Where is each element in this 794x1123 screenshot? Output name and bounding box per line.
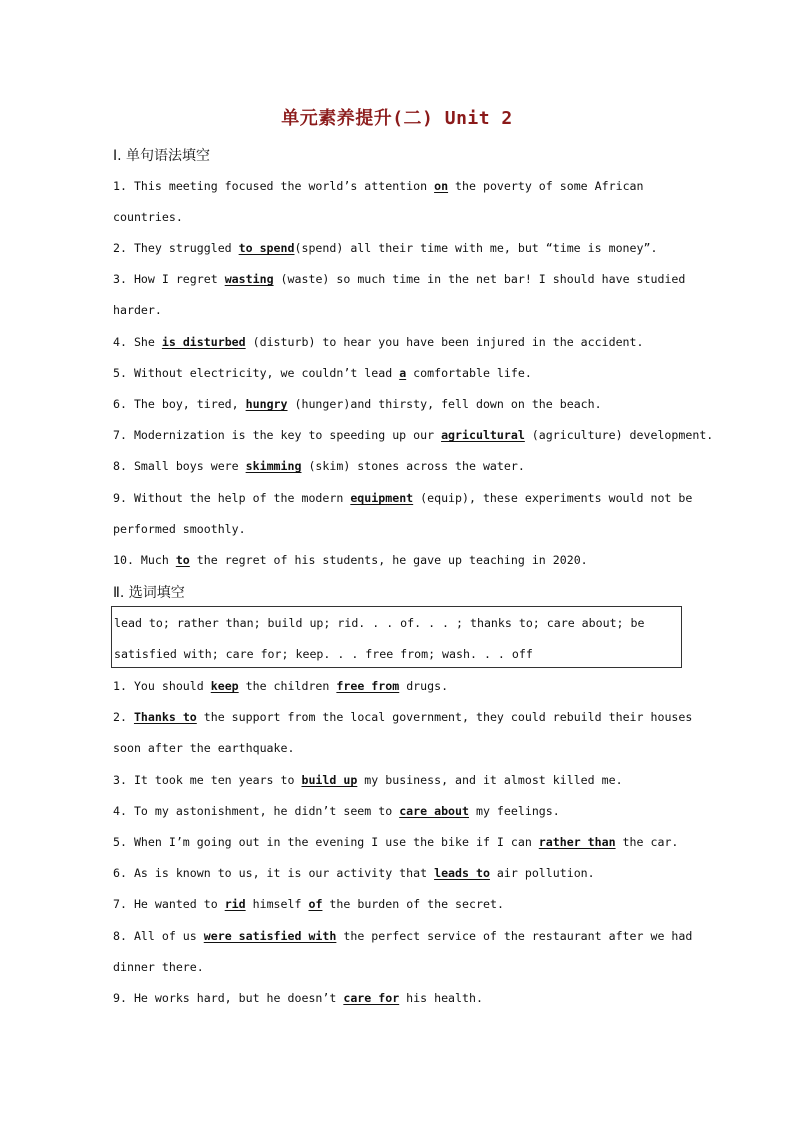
s1-item-1-answer: on	[434, 179, 449, 193]
s1-item-3-line1	[113, 271, 686, 287]
s1-item-6	[113, 396, 683, 412]
s2-item-3-text-b: my business, and it almost killed me.	[357, 773, 623, 787]
s1-item-5-text-a: 5. Without electricity, we couldn’t lead	[113, 366, 400, 380]
s2-item-6-answer: leads to	[434, 866, 490, 880]
s2-item-4-text-b: my feelings.	[469, 804, 560, 818]
s1-item-3-line2: harder.	[113, 303, 162, 317]
s2-item-1-text-a: 1. You should	[113, 679, 211, 693]
s2-item-5	[113, 834, 683, 850]
s1-item-9-line1	[113, 490, 693, 506]
s1-item-10-answer: to	[175, 553, 190, 567]
s2-item-7-answer-2: of	[308, 897, 323, 911]
s2-item-2-text-b: the support from the local government, they could rebuild their houses	[196, 710, 693, 724]
section1-heading: Ⅰ. 单句语法填空	[113, 148, 211, 164]
s1-item-5-answer: a	[399, 366, 407, 380]
s2-item-6-text-a: 6. As is known to us, it is our activity that	[113, 866, 435, 880]
s1-item-1-text-a: 1. This meeting focused the world’s attention	[113, 179, 435, 193]
s2-item-2-answer: Thanks to	[133, 710, 197, 724]
s2-item-2-text-a: 2.	[113, 710, 134, 724]
s1-item-4-text-b: (disturb) to hear you have been injured in the accident.	[245, 335, 644, 349]
s2-item-9-answer: care for	[343, 991, 400, 1005]
s2-item-4-text-a: 4. To my astonishment, he didn’t seem to	[113, 804, 400, 818]
s1-item-4	[113, 334, 683, 350]
s1-item-2-text-b: (spend) all their time with me, but “time is money”.	[294, 241, 658, 255]
s2-item-7	[113, 896, 683, 912]
s1-item-5	[113, 365, 683, 381]
s1-item-8-text-a: 8. Small boys were	[113, 459, 246, 473]
s2-item-9-text-a: 9. He works hard, but he doesn’t	[113, 991, 344, 1005]
s2-item-6	[113, 865, 683, 881]
s1-item-6-text-a: 6. The boy, tired,	[113, 397, 246, 411]
s1-item-2	[113, 240, 683, 256]
s2-item-8-line1	[113, 928, 693, 944]
s1-item-9-text-a: 9. Without the help of the modern	[113, 491, 351, 505]
s1-item-4-text-a: 4. She	[113, 335, 162, 349]
s2-item-5-answer: rather than	[538, 835, 616, 849]
s1-item-7-text-a: 7. Modernization is the key to speeding up our	[113, 428, 442, 442]
s1-item-7	[113, 427, 714, 443]
s1-item-5-text-b: comfortable life.	[406, 366, 532, 380]
s2-item-3-answer: build up	[301, 773, 358, 787]
s1-item-4-answer: is disturbed	[161, 335, 246, 349]
s1-item-10-text-b: the regret of his students, he gave up teaching in 2020.	[189, 553, 588, 567]
s1-item-10	[113, 552, 683, 568]
s2-item-8-answer: were satisfied with	[203, 929, 337, 943]
s2-item-3	[113, 772, 683, 788]
word-bank-line2: satisfied with; care for; keep. . . free from; wash. . . off	[114, 647, 533, 661]
s2-item-1-text-b: the children	[238, 679, 337, 693]
page-title: 单元素养提升(二) Unit 2	[281, 108, 513, 129]
s1-item-3-text-b: (waste) so much time in the net bar! I should have studied	[273, 272, 686, 286]
s1-item-6-answer: hungry	[245, 397, 288, 411]
s2-item-1-answer-2: free from	[336, 679, 400, 693]
section2-heading: Ⅱ. 选词填空	[113, 585, 185, 601]
s1-item-8-answer: skimming	[245, 459, 302, 473]
s2-item-7-text-a: 7. He wanted to	[113, 897, 225, 911]
s2-item-9	[113, 990, 683, 1006]
s2-item-1-answer-1: keep	[210, 679, 239, 693]
s1-item-1-text-b: the poverty of some African	[448, 179, 644, 193]
s2-item-4	[113, 803, 683, 819]
s2-item-5-text-a: 5. When I’m going out in the evening I use the bike if I can	[113, 835, 539, 849]
s1-item-9-text-b: (equip), these experiments would not be	[413, 491, 693, 505]
s1-item-10-text-a: 10. Much	[113, 553, 176, 567]
s1-item-6-text-b: (hunger)and thirsty, fell down on the beach.	[287, 397, 602, 411]
s1-item-8	[113, 458, 683, 474]
s2-item-8-text-a: 8. All of us	[113, 929, 204, 943]
s2-item-1-text-c: drugs.	[399, 679, 449, 693]
s1-item-7-answer: agricultural	[441, 428, 525, 442]
word-bank-line1: lead to; rather than; build up; rid. . . of. . . ; thanks to; care about; be	[114, 616, 645, 630]
s2-item-1	[113, 678, 683, 694]
s1-item-2-answer: to spend	[238, 241, 295, 255]
s1-item-7-text-b: (agriculture) development.	[524, 428, 714, 442]
s1-item-9-line2: performed smoothly.	[113, 522, 246, 536]
s2-item-3-text-a: 3. It took me ten years to	[113, 773, 302, 787]
s2-item-7-text-c: the burden of the secret.	[322, 897, 504, 911]
s1-item-2-text-a: 2. They struggled	[113, 241, 239, 255]
s1-item-9-answer: equipment	[350, 491, 414, 505]
s2-item-7-answer-1: rid	[224, 897, 246, 911]
s1-item-1-line1	[113, 178, 683, 194]
s1-item-8-text-b: (skim) stones across the water.	[301, 459, 525, 473]
s1-item-3-text-a: 3. How I regret	[113, 272, 225, 286]
s2-item-4-answer: care about	[399, 804, 469, 818]
s2-item-6-text-b: air pollution.	[489, 866, 595, 880]
s1-item-3-answer: wasting	[224, 272, 274, 286]
s2-item-7-text-b: himself	[245, 897, 309, 911]
word-bank-box	[111, 606, 682, 668]
s2-item-8-text-b: the perfect service of the restaurant after we had	[336, 929, 693, 943]
s2-item-5-text-b: the car.	[615, 835, 679, 849]
s2-item-8-line2: dinner there.	[113, 960, 204, 974]
s2-item-2-line1	[113, 709, 693, 725]
s2-item-2-line2: soon after the earthquake.	[113, 741, 295, 755]
s1-item-1-line2: countries.	[113, 210, 183, 224]
s2-item-9-text-b: his health.	[399, 991, 483, 1005]
